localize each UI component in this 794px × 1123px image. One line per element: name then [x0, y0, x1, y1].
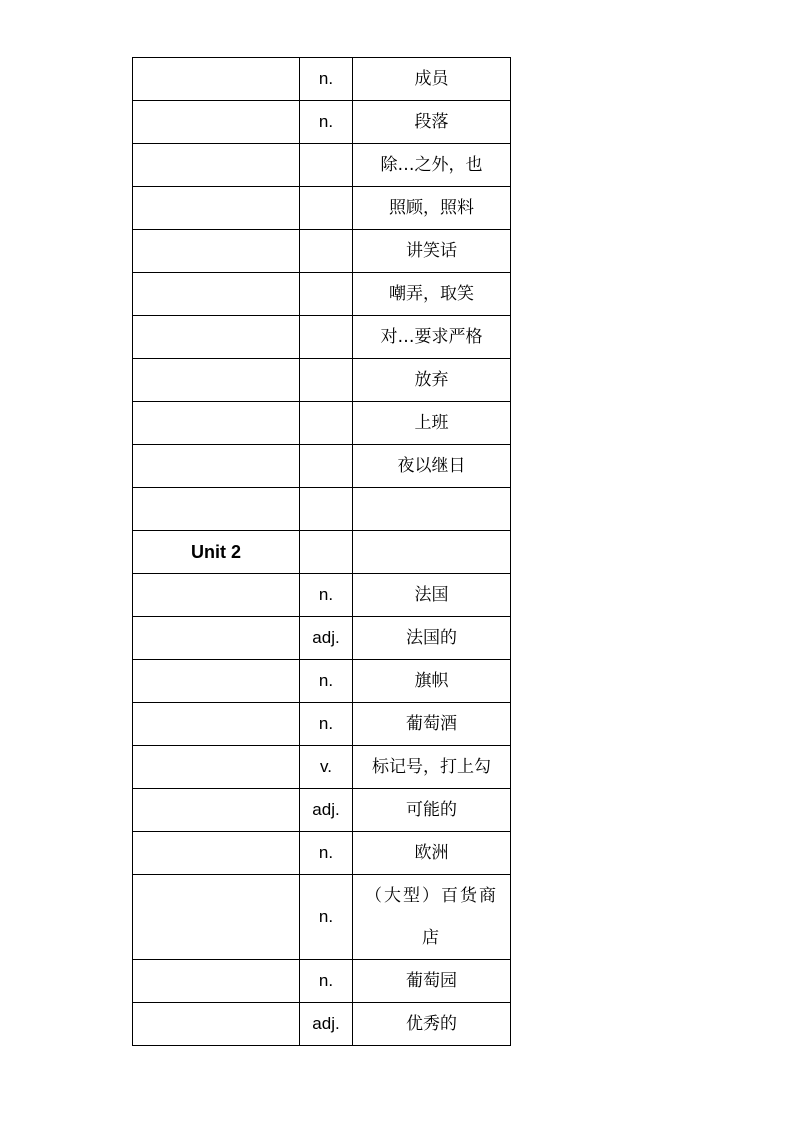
meaning-cell: 夜以继日 — [353, 445, 511, 488]
word-cell — [133, 660, 300, 703]
meaning-cell: （大型）百货商店 — [353, 875, 511, 960]
word-cell — [133, 574, 300, 617]
meaning-cell: 段落 — [353, 101, 511, 144]
table-row — [133, 230, 511, 273]
table-row — [133, 660, 511, 703]
table-row — [133, 144, 511, 187]
word-cell — [133, 58, 300, 101]
table-row — [133, 101, 511, 144]
word-cell — [133, 960, 300, 1003]
meaning-cell: 优秀的 — [353, 1003, 511, 1046]
table-row — [133, 574, 511, 617]
part-of-speech-cell — [300, 531, 353, 574]
meaning-cell: 上班 — [353, 402, 511, 445]
word-cell — [133, 789, 300, 832]
unit-heading: Unit 2 — [133, 531, 300, 574]
part-of-speech-cell: n. — [300, 875, 353, 960]
word-cell — [133, 187, 300, 230]
table-row — [133, 960, 511, 1003]
part-of-speech-cell: n. — [300, 660, 353, 703]
part-of-speech-cell — [300, 488, 353, 531]
part-of-speech-cell: n. — [300, 101, 353, 144]
word-cell — [133, 875, 300, 960]
part-of-speech-cell: n. — [300, 574, 353, 617]
word-cell — [133, 445, 300, 488]
part-of-speech-cell: n. — [300, 703, 353, 746]
part-of-speech-cell — [300, 445, 353, 488]
table-row — [133, 402, 511, 445]
part-of-speech-cell — [300, 230, 353, 273]
table-row — [133, 789, 511, 832]
table-row — [133, 1003, 511, 1046]
meaning-cell: 法国的 — [353, 617, 511, 660]
word-cell — [133, 402, 300, 445]
word-cell — [133, 746, 300, 789]
part-of-speech-cell: n. — [300, 960, 353, 1003]
word-cell — [133, 1003, 300, 1046]
part-of-speech-cell — [300, 144, 353, 187]
meaning-cell: 嘲弄，取笑 — [353, 273, 511, 316]
meaning-cell: 对…要求严格 — [353, 316, 511, 359]
table-row — [133, 617, 511, 660]
meaning-cell: 标记号，打上勾 — [353, 746, 511, 789]
word-cell — [133, 359, 300, 402]
part-of-speech-cell: adj. — [300, 617, 353, 660]
meaning-cell: 法国 — [353, 574, 511, 617]
table-row — [133, 58, 511, 101]
word-cell — [133, 273, 300, 316]
table-row — [133, 445, 511, 488]
meaning-cell: 欧洲 — [353, 832, 511, 875]
part-of-speech-cell — [300, 402, 353, 445]
word-cell — [133, 617, 300, 660]
table-row — [133, 359, 511, 402]
unit-heading-row — [133, 531, 511, 574]
part-of-speech-cell — [300, 187, 353, 230]
table-row — [133, 875, 511, 960]
word-cell — [133, 832, 300, 875]
meaning-cell: 放弃 — [353, 359, 511, 402]
table-row — [133, 273, 511, 316]
meaning-cell: 葡萄酒 — [353, 703, 511, 746]
part-of-speech-cell: n. — [300, 58, 353, 101]
word-cell — [133, 488, 300, 531]
meaning-cell: 可能的 — [353, 789, 511, 832]
meaning-cell — [353, 531, 511, 574]
table-row — [133, 316, 511, 359]
part-of-speech-cell: adj. — [300, 789, 353, 832]
word-cell — [133, 703, 300, 746]
meaning-cell: 除…之外，也 — [353, 144, 511, 187]
word-cell — [133, 101, 300, 144]
table-row — [133, 488, 511, 531]
meaning-cell: 葡萄园 — [353, 960, 511, 1003]
table-row — [133, 746, 511, 789]
meaning-cell: 旗帜 — [353, 660, 511, 703]
vocabulary-table — [132, 57, 511, 1046]
part-of-speech-cell — [300, 316, 353, 359]
word-cell — [133, 316, 300, 359]
table-row — [133, 832, 511, 875]
part-of-speech-cell — [300, 359, 353, 402]
part-of-speech-cell: n. — [300, 832, 353, 875]
meaning-cell: 成员 — [353, 58, 511, 101]
meaning-cell — [353, 488, 511, 531]
part-of-speech-cell — [300, 273, 353, 316]
part-of-speech-cell: v. — [300, 746, 353, 789]
vocabulary-table-body — [133, 58, 511, 1046]
part-of-speech-cell: adj. — [300, 1003, 353, 1046]
meaning-cell: 讲笑话 — [353, 230, 511, 273]
word-cell — [133, 144, 300, 187]
table-row — [133, 703, 511, 746]
word-cell — [133, 230, 300, 273]
table-row — [133, 187, 511, 230]
meaning-cell: 照顾，照料 — [353, 187, 511, 230]
